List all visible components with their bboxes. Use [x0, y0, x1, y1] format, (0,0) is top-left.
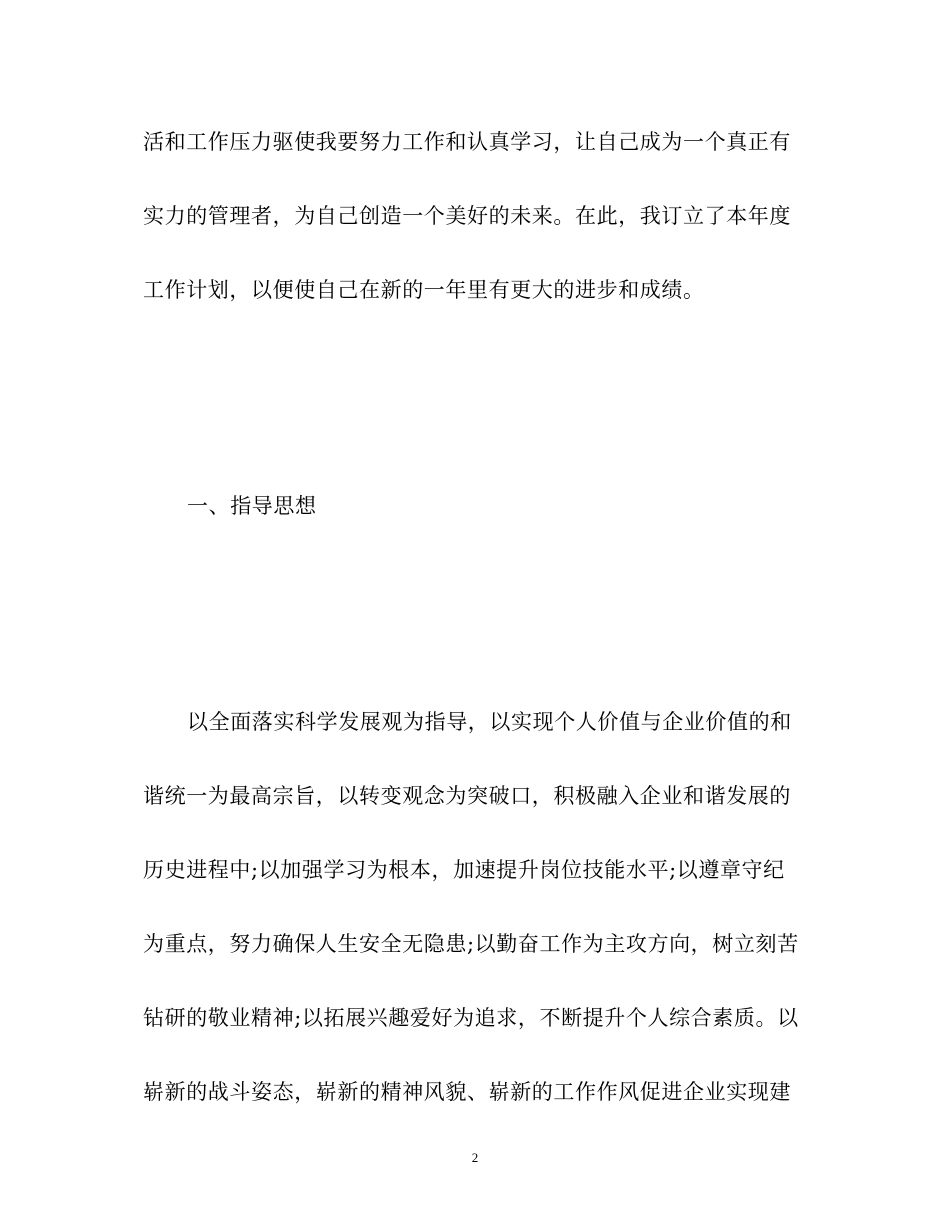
- body-line-2: 谐统一为最高宗旨，以转变观念为突破口，积极融入企业和谐发展的: [143, 784, 791, 808]
- intro-line-1: 活和工作压力驱使我要努力工作和认真学习，让自己成为一个真正有: [143, 130, 791, 154]
- body-line-1: 以全面落实科学发展观为指导，以实现个人价值与企业价值的和: [187, 710, 792, 734]
- body-line-6: 崭新的战斗姿态，崭新的精神风貌、崭新的工作作风促进企业实现建: [143, 1080, 791, 1104]
- body-line-3: 历史进程中;以加强学习为根本，加速提升岗位技能水平;以遵章守纪: [143, 858, 785, 882]
- page-number: 2: [471, 1150, 479, 1165]
- section-heading: 一、指导思想: [187, 494, 317, 518]
- intro-line-2: 实力的管理者，为自己创造一个美好的未来。在此，我订立了本年度: [143, 204, 791, 228]
- body-line-4: 为重点，努力确保人生安全无隐患;以勤奋工作为主攻方向，树立刻苦: [143, 932, 799, 956]
- body-line-5: 钻研的敬业精神;以拓展兴趣爱好为追求，不断提升个人综合素质。以: [143, 1006, 799, 1030]
- intro-line-3: 工作计划，以便使自己在新的一年里有更大的进步和成绩。: [143, 278, 705, 302]
